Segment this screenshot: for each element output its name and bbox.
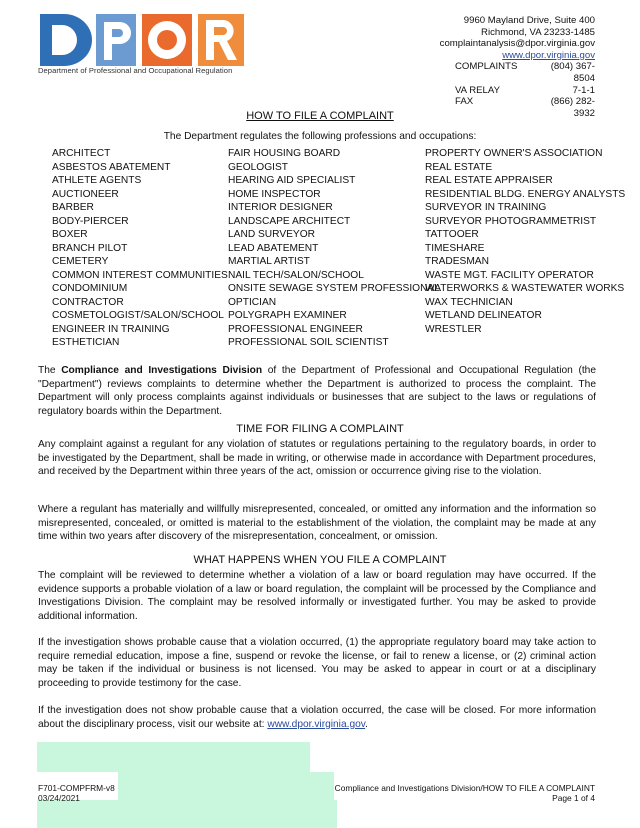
- time-section-heading: TIME FOR FILING A COMPLAINT: [236, 423, 404, 435]
- phone-value: (804) 367-8504: [550, 61, 595, 84]
- footer-division: Compliance and Investigations Division/HOW TO FILE A COMPLAINT: [334, 783, 595, 793]
- list-item: WATERWORKS & WASTEWATER WORKS: [425, 283, 625, 294]
- what-paragraph-3: If the investigation does not show probable cause that a violation occurred, the case will be closed. For more information about the disciplinary process, visit our website at: www.dpor.virginia.gov.: [38, 705, 596, 730]
- footer-left: [38, 783, 115, 803]
- list-item: WRESTLER: [425, 323, 482, 335]
- intro-paragraph: The Compliance and Investigations Division of the Department of Professional and Occupational Regulation (the "Department") reviews complaints to determine whether the Department is authorized to process the complaint. The Department will only process complaints against individuals or businesses that are subject to the laws or regulations of regulatory boards within the Department.: [38, 365, 597, 417]
- page-title: HOW TO FILE A COMPLAINT: [246, 110, 394, 122]
- list-item: AUCTIONEER: [52, 188, 119, 200]
- list-item: COSMETOLOGIST/SALON/SCHOOL: [52, 310, 224, 321]
- list-item: PROFESSIONAL ENGINEER: [228, 323, 363, 335]
- list-item: SURVEYOR IN TRAINING: [425, 202, 547, 213]
- website-link[interactable]: www.dpor.virginia.gov: [502, 49, 595, 61]
- dpor-logo-letters: [38, 14, 248, 66]
- address-line-2: Richmond, VA 23233-1485: [481, 26, 595, 38]
- phone-value: 7-1-1: [572, 84, 595, 96]
- professions-column-3: [425, 147, 625, 336]
- list-item: TATTOOER: [425, 229, 479, 240]
- phone-row-relay: [440, 85, 595, 97]
- list-item: HEARING AID SPECIALIST: [228, 175, 356, 186]
- list-item: REAL ESTATE: [425, 161, 493, 173]
- redaction-block: [37, 800, 337, 828]
- list-item: LEAD ABATEMENT: [228, 242, 319, 254]
- list-item: TIMESHARE: [425, 242, 485, 254]
- list-item: COMMON INTEREST COMMUNITIES: [52, 269, 228, 281]
- dpor-logo: [38, 14, 248, 80]
- page-number: Page 1 of 4: [552, 793, 595, 803]
- what-paragraph-2: If the investigation shows probable cause that a violation occurred, (1) the appropriate regulatory board may take action to require remedial education, impose a fine, suspend or revoke the license, or fail to renew a license, or (2) criminal action may be taken if the individual or business is not licensed. You may be asked to appear in court or at a disciplinary proceeding to provide testimony for the case.: [38, 637, 596, 689]
- redaction-block: [37, 742, 310, 772]
- time-paragraph-2: Where a regulant has materially and willfully misrepresented, concealed, or omitted any information and the information so misrepresented, concealed, or omitted is material to the establishment of the violation, the complaint may be made at any time within two years after discovery of the misrepresentation, concealment, or omission.: [38, 504, 596, 543]
- phone-value: (866) 282-3932: [550, 96, 595, 119]
- list-item: HOME INSPECTOR: [228, 188, 321, 200]
- list-item: RESIDENTIAL BLDG. ENERGY ANALYSTS: [425, 188, 626, 200]
- professions-column-1: [52, 147, 228, 350]
- list-item: MARTIAL ARTIST: [228, 256, 310, 267]
- website-link[interactable]: www.dpor.virginia.gov: [267, 718, 366, 730]
- address-line-1: 9960 Mayland Drive, Suite 400: [463, 15, 595, 26]
- list-item: INTERIOR DESIGNER: [228, 202, 333, 213]
- what-paragraph-1: The complaint will be reviewed to determine whether a violation of a law or board regulation may have occurred. If the evidence supports a probable violation of a law or board regulation, the complaint will be processed by the Compliance and Investigations Division. The complaint may be resolved informally or investigated further. You may be asked to provide additional information.: [38, 570, 596, 622]
- form-id: F701-COMPFRM-v8: [38, 783, 115, 793]
- contact-block: [440, 15, 595, 119]
- list-item: LAND SURVEYOR: [228, 229, 315, 240]
- form-date: 03/24/2021: [38, 793, 80, 803]
- list-item: ASBESTOS ABATEMENT: [52, 161, 171, 173]
- professions-column-2: [228, 147, 440, 350]
- list-item: BRANCH PILOT: [52, 242, 128, 254]
- list-item: BODY-PIERCER: [52, 215, 129, 227]
- list-item: WASTE MGT. FACILITY OPERATOR: [425, 269, 594, 281]
- phone-label: VA RELAY: [455, 84, 500, 96]
- phone-label: COMPLAINTS: [455, 61, 518, 73]
- list-item: GEOLOGIST: [228, 161, 289, 173]
- list-item: ONSITE SEWAGE SYSTEM PROFESSIONAL: [228, 283, 440, 294]
- list-item: PROFESSIONAL SOIL SCIENTIST: [228, 337, 389, 348]
- list-item: WETLAND DELINEATOR: [425, 310, 542, 321]
- list-item: BARBER: [52, 202, 94, 213]
- list-item: PROPERTY OWNER'S ASSOCIATION: [425, 148, 603, 159]
- what-section-heading: WHAT HAPPENS WHEN YOU FILE A COMPLAINT: [193, 554, 447, 566]
- list-item: TRADESMAN: [425, 256, 489, 267]
- list-item: CONDOMINIUM: [52, 283, 128, 294]
- list-item: ARCHITECT: [52, 148, 111, 159]
- phone-row-complaints: [440, 61, 595, 84]
- list-item: POLYGRAPH EXAMINER: [228, 310, 347, 321]
- list-item: ATHLETE AGENTS: [52, 175, 142, 186]
- professions-intro: The Department regulates the following professions and occupations:: [163, 131, 477, 142]
- list-item: WAX TECHNICIAN: [425, 296, 513, 308]
- phone-label: FAX: [455, 96, 474, 108]
- list-item: LANDSCAPE ARCHITECT: [228, 215, 351, 227]
- logo-subtitle: Department of Professional and Occupational Regulation: [38, 66, 233, 75]
- list-item: REAL ESTATE APPRAISER: [425, 175, 553, 186]
- list-item: CONTRACTOR: [52, 296, 124, 308]
- division-name: Compliance and Investigations Division: [61, 365, 263, 376]
- list-item: CEMETERY: [52, 256, 109, 267]
- redaction-block: [118, 772, 334, 800]
- footer-right: [335, 783, 595, 803]
- time-paragraph-1: Any complaint against a regulant for any violation of statutes or regulations pertaining to the regulatory boards, in order to be investigated by the Department, shall be made in writing, or otherwise made in accordance with Department procedures, and received by the Department within three years of the act, omission or occurrence giving rise to the violation.: [38, 439, 596, 478]
- list-item: BOXER: [52, 229, 88, 240]
- list-item: FAIR HOUSING BOARD: [228, 148, 341, 159]
- list-item: SURVEYOR PHOTOGRAMMETRIST: [425, 215, 597, 227]
- list-item: OPTICIAN: [228, 296, 277, 308]
- list-item: NAIL TECH/SALON/SCHOOL: [228, 269, 364, 281]
- list-item: ESTHETICIAN: [52, 337, 120, 348]
- contact-email: complaintanalysis@dpor.virginia.gov: [439, 38, 595, 50]
- list-item: ENGINEER IN TRAINING: [52, 323, 170, 335]
